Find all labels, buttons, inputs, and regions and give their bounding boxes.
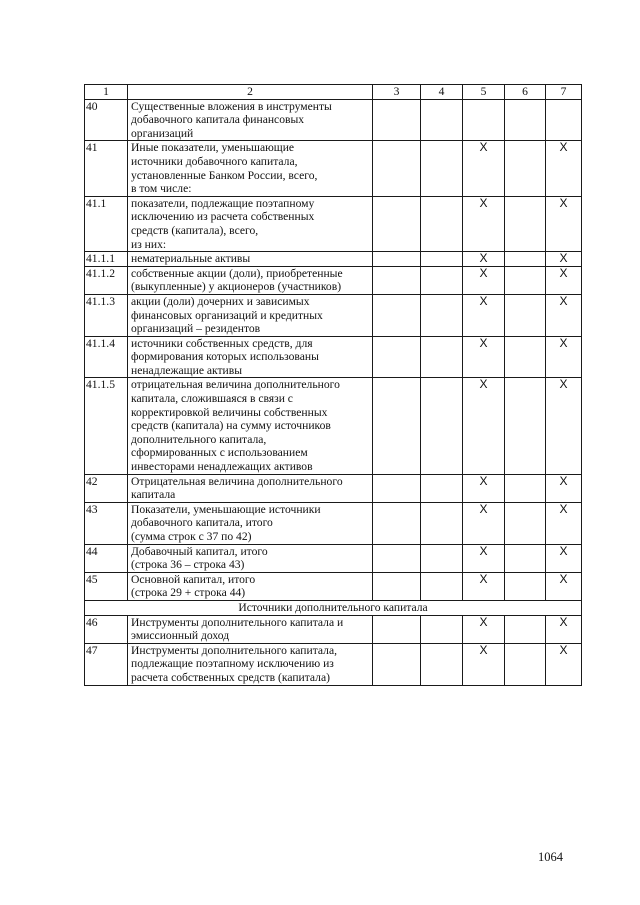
row-number: 41.1.3 xyxy=(85,294,128,336)
table-row xyxy=(85,336,582,378)
section-row xyxy=(85,600,582,615)
cell-col-7: X xyxy=(546,336,582,378)
cell-col-7 xyxy=(546,99,582,141)
cell-col-3 xyxy=(373,615,421,643)
cell-col-4 xyxy=(421,336,463,378)
row-name-text: нематериальные активы xyxy=(131,252,251,266)
cell-col-7: X xyxy=(546,294,582,336)
row-name xyxy=(128,294,373,336)
cell-col-4 xyxy=(421,474,463,502)
row-number: 46 xyxy=(85,615,128,643)
table-row xyxy=(85,196,582,251)
row-number: 40 xyxy=(85,99,128,141)
cell-col-7: X xyxy=(546,266,582,294)
table-row xyxy=(85,266,582,294)
table-row xyxy=(85,378,582,474)
cell-col-4 xyxy=(421,141,463,196)
row-name xyxy=(128,544,373,572)
table-row xyxy=(85,141,582,196)
cell-col-4 xyxy=(421,196,463,251)
table-row xyxy=(85,615,582,643)
row-number: 41.1.4 xyxy=(85,336,128,378)
row-name-text: Показатели, уменьшающие источники добавочного капитала, итого (сумма строк с 37 по 42) xyxy=(131,502,321,543)
cell-col-3 xyxy=(373,336,421,378)
cell-col-5: X xyxy=(463,474,505,502)
cell-col-6 xyxy=(505,294,546,336)
row-number: 41 xyxy=(85,141,128,196)
cell-col-6 xyxy=(505,266,546,294)
table-row xyxy=(85,572,582,600)
cell-col-4 xyxy=(421,615,463,643)
row-name xyxy=(128,643,373,685)
cell-col-5: X xyxy=(463,572,505,600)
cell-col-5: X xyxy=(463,336,505,378)
row-number: 47 xyxy=(85,643,128,685)
cell-col-3 xyxy=(373,643,421,685)
cell-col-5: X xyxy=(463,252,505,267)
cell-col-7: X xyxy=(546,643,582,685)
header-row xyxy=(85,85,582,100)
row-name xyxy=(128,378,373,474)
row-number: 41.1.2 xyxy=(85,266,128,294)
cell-col-5 xyxy=(463,99,505,141)
row-name xyxy=(128,502,373,544)
cell-col-5: X xyxy=(463,141,505,196)
table-row xyxy=(85,643,582,685)
cell-col-3 xyxy=(373,252,421,267)
row-name-text: Инструменты дополнительного капитала и эмиссионный доход xyxy=(131,615,344,643)
section-title: Источники дополнительного капитала xyxy=(85,600,582,615)
row-name-text: показатели, подлежащие поэтапному исключению из расчета собственных средств (капитала), всего, из них: xyxy=(131,196,315,251)
cell-col-4 xyxy=(421,294,463,336)
row-name xyxy=(128,336,373,378)
row-name-text: Инструменты дополнительного капитала, подлежащие поэтапному исключению из расчета собственных средств (капитала) xyxy=(131,643,337,684)
cell-col-7: X xyxy=(546,572,582,600)
cell-col-3 xyxy=(373,502,421,544)
cell-col-3 xyxy=(373,294,421,336)
table-body xyxy=(85,99,582,685)
cell-col-3 xyxy=(373,474,421,502)
row-name-text: Основной капитал, итого (строка 29 + строка 44) xyxy=(131,572,256,600)
row-name-text: акции (доли) дочерних и зависимых финансовых организаций и кредитных организаций – резидентов xyxy=(131,294,323,336)
row-name xyxy=(128,572,373,600)
cell-col-5: X xyxy=(463,643,505,685)
row-name xyxy=(128,474,373,502)
row-name-text: Существенные вложения в инструменты добавочного капитала финансовых организаций xyxy=(131,99,332,140)
cell-col-6 xyxy=(505,544,546,572)
cell-col-6 xyxy=(505,141,546,196)
row-name xyxy=(128,252,373,267)
cell-col-7: X xyxy=(546,544,582,572)
header-cell-2: 2 xyxy=(128,85,373,100)
cell-col-4 xyxy=(421,643,463,685)
header-cell-6: 6 xyxy=(505,85,546,100)
cell-col-7: X xyxy=(546,615,582,643)
cell-col-6 xyxy=(505,502,546,544)
row-number: 45 xyxy=(85,572,128,600)
table-row xyxy=(85,544,582,572)
page-number: 1064 xyxy=(538,850,563,864)
row-name-text: Добавочный капитал, итого (строка 36 – строка 43) xyxy=(131,544,268,572)
cell-col-4 xyxy=(421,266,463,294)
cell-col-3 xyxy=(373,141,421,196)
row-name-text: источники собственных средств, для формирования которых использованы ненадлежащие активы xyxy=(131,336,319,377)
cell-col-5: X xyxy=(463,196,505,251)
cell-col-3 xyxy=(373,99,421,141)
cell-col-6 xyxy=(505,99,546,141)
cell-col-6 xyxy=(505,572,546,600)
cell-col-7: X xyxy=(546,252,582,267)
header-cell-1: 1 xyxy=(85,85,128,100)
cell-col-4 xyxy=(421,99,463,141)
table-row xyxy=(85,99,582,141)
row-number: 43 xyxy=(85,502,128,544)
cell-col-3 xyxy=(373,544,421,572)
row-number: 41.1.1 xyxy=(85,252,128,267)
row-number: 42 xyxy=(85,474,128,502)
header-cell-3: 3 xyxy=(373,85,421,100)
capital-table xyxy=(84,84,582,686)
row-number: 44 xyxy=(85,544,128,572)
row-name xyxy=(128,615,373,643)
row-number: 41.1 xyxy=(85,196,128,251)
row-name xyxy=(128,141,373,196)
cell-col-6 xyxy=(505,643,546,685)
cell-col-5: X xyxy=(463,544,505,572)
cell-col-4 xyxy=(421,572,463,600)
table-row xyxy=(85,294,582,336)
cell-col-5: X xyxy=(463,502,505,544)
cell-col-6 xyxy=(505,336,546,378)
cell-col-3 xyxy=(373,378,421,474)
row-name xyxy=(128,266,373,294)
cell-col-6 xyxy=(505,196,546,251)
cell-col-6 xyxy=(505,378,546,474)
cell-col-4 xyxy=(421,544,463,572)
cell-col-6 xyxy=(505,474,546,502)
row-name xyxy=(128,99,373,141)
cell-col-4 xyxy=(421,502,463,544)
cell-col-3 xyxy=(373,266,421,294)
cell-col-3 xyxy=(373,572,421,600)
header-cell-5: 5 xyxy=(463,85,505,100)
cell-col-5: X xyxy=(463,615,505,643)
table-row xyxy=(85,474,582,502)
cell-col-5: X xyxy=(463,266,505,294)
row-name xyxy=(128,196,373,251)
cell-col-7: X xyxy=(546,378,582,474)
cell-col-4 xyxy=(421,378,463,474)
cell-col-5: X xyxy=(463,378,505,474)
row-name-text: Иные показатели, уменьшающие источники добавочного капитала, установленные Банком России, всего, в том числе: xyxy=(131,141,318,196)
cell-col-6 xyxy=(505,252,546,267)
cell-col-6 xyxy=(505,615,546,643)
cell-col-7: X xyxy=(546,474,582,502)
cell-col-4 xyxy=(421,252,463,267)
row-number: 41.1.5 xyxy=(85,378,128,474)
cell-col-7: X xyxy=(546,502,582,544)
row-name-text: Отрицательная величина дополнительного капитала xyxy=(131,474,343,502)
header-cell-4: 4 xyxy=(421,85,463,100)
header-cell-7: 7 xyxy=(546,85,582,100)
table-row xyxy=(85,502,582,544)
cell-col-3 xyxy=(373,196,421,251)
table-row xyxy=(85,252,582,267)
cell-col-7: X xyxy=(546,196,582,251)
row-name-text: собственные акции (доли), приобретенные (выкупленные) у акционеров (участников) xyxy=(131,266,343,294)
row-name-text: отрицательная величина дополнительного капитала, сложившаяся в связи с корректировкой величины собственных средств (капитала) на сумму источников дополнительного капитала, сформированных с использованием инвесторами ненадлежащих активов xyxy=(131,378,340,474)
cell-col-7: X xyxy=(546,141,582,196)
cell-col-5: X xyxy=(463,294,505,336)
